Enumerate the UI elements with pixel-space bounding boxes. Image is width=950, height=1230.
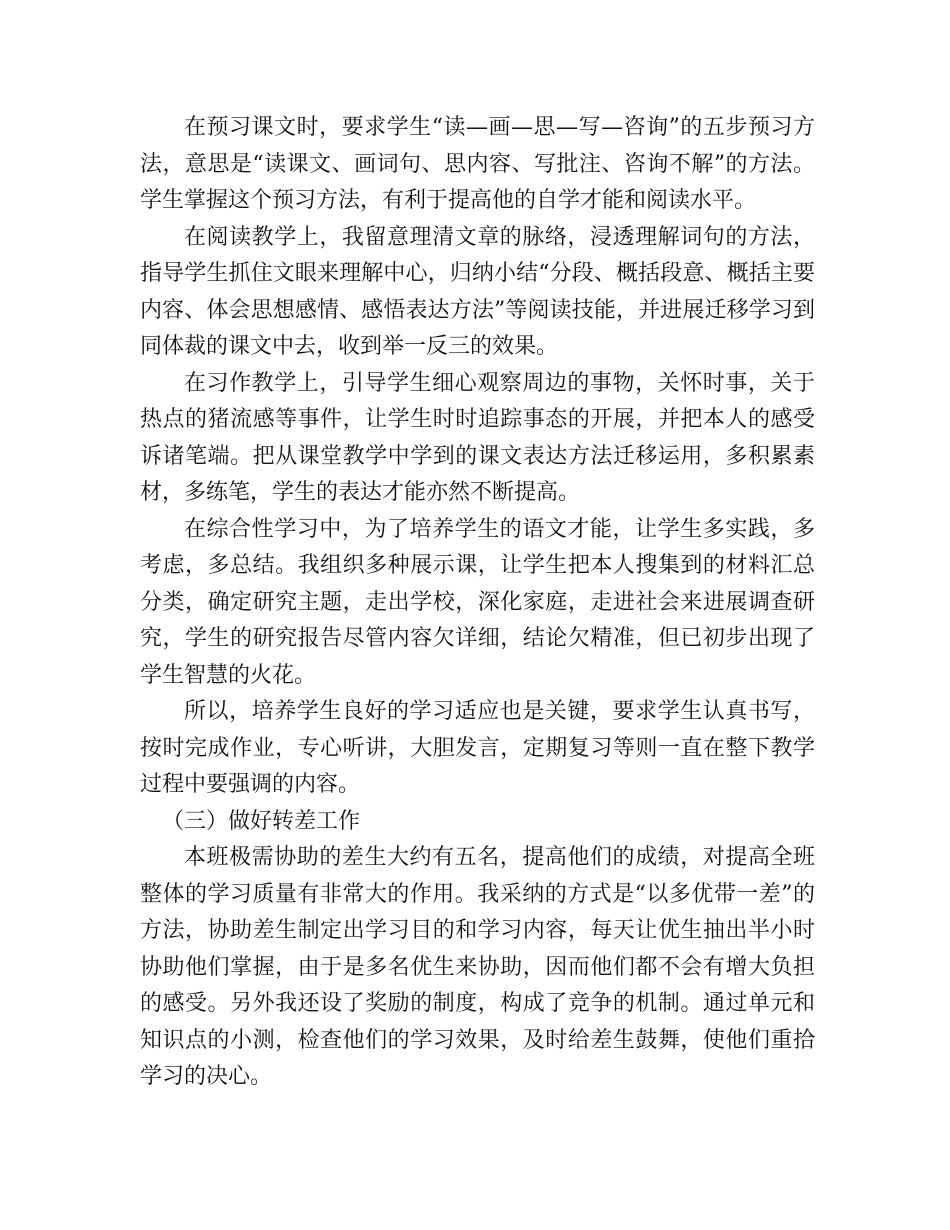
document-body bbox=[140, 110, 815, 1096]
paragraph-reading-teaching: 在阅读教学上，我留意理清文章的脉络，浸透理解词句的方法，指导学生抓住文眼来理解中心，归纳小结“分段、概括段意、概括主要内容、体会思想感情、感悟表达方法”等阅读技能，并进展迁移学习到同体裁的课文中去，收到举一反三的效果。 bbox=[140, 224, 815, 359]
paragraph-preview-method: 在预习课文时，要求学生“读—画—思—写—咨询”的五步预习方法，意思是“读课文、画词句、思内容、写批注、咨询不解”的方法。学生掌握这个预习方法，有利于提高他的自学才能和阅读水平。 bbox=[140, 115, 815, 213]
paragraph-comprehensive-learning: 在综合性学习中，为了培养学生的语文才能，让学生多实践，多考虑，多总结。我组织多种展示课，让学生把本人搜集到的材料汇总分类，确定研究主题，走出学校，深化家庭，走进社会来进展调查研究，学生的研究报告尽管内容欠详细，结论欠精准，但已初步出现了学生智慧的火花。 bbox=[140, 516, 815, 688]
section-heading: （三）做好转差工作 bbox=[162, 808, 361, 834]
paragraph-helping-students: 本班极需协助的差生大约有五名，提高他们的成绩，对提高全班整体的学习质量有非常大的作用。我采纳的方式是“以多优带一差”的方法，协助差生制定出学习目的和学习内容，每天让优生抽出半小时协助他们掌握，由于是多名优生来协助，因而他们都不会有增大负担的感受。另外我还设了奖励的制度，构成了竞争的机制。通过单元和知识点的小测，检查他们的学习效果，及时给差生鼓舞，使他们重拾学习的决心。 bbox=[140, 845, 815, 1089]
paragraph-study-habits: 所以，培养学生良好的学习适应也是关键，要求学生认真书写，按时完成作业，专心听讲，大胆发言，定期复习等则一直在整下教学过程中要强调的内容。 bbox=[140, 699, 815, 797]
paragraph-writing-teaching: 在习作教学上，引导学生细心观察周边的事物，关怀时事，关于热点的猪流感等事件，让学生时时追踪事态的开展，并把本人的感受诉诸笔端。把从课堂教学中学到的课文表达方法迁移运用，多积累素材，多练笔，学生的表达才能亦然不断提高。 bbox=[140, 370, 815, 505]
